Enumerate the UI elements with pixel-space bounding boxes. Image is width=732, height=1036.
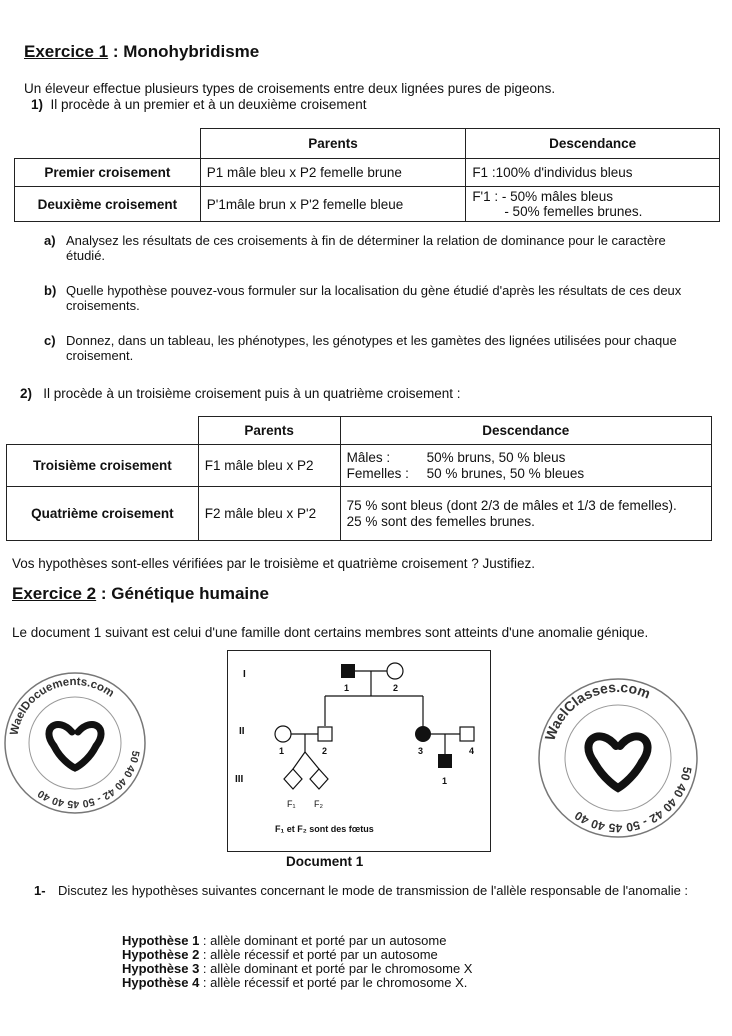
question-a-label: a) [44,233,56,248]
stamp-right-phone: 50 40 40 42 - 50 45 40 40 [572,765,695,836]
stamp-right-inner-ring [565,705,671,811]
generation-label-III: III [235,774,244,785]
table2-row2-parents: F2 mâle bleu x P'2 [198,487,340,541]
table1-row2-parents: P'1mâle brun x P'2 femelle bleue [200,187,466,222]
table1-row2-desc-line2: - 50% femelles brunes. [504,204,643,219]
exercise1-question2 [20,386,700,401]
question-c [44,333,714,363]
hypothesis-4 [122,976,472,990]
stamp-left-site: WaelDocuements.com [8,675,117,737]
pedigree-label-F2: F₂ [314,799,323,809]
exercise1-intro: Un éleveur effectue plusieurs types de croisements entre deux lignées pures de pigeons. [24,81,556,96]
hypothesis-1 [122,934,472,948]
males-label: Mâles : [346,449,391,465]
stamp-right [536,676,700,840]
stamp-left-logo-icon [49,725,101,768]
pedigree-III1-affected-male [438,754,452,768]
table2-row1-parents: F1 mâle bleu x P2 [198,445,340,487]
hypothesis-3 [122,962,472,976]
table2-row2-line1: 75 % sont bleus (dont 2/3 de mâles et 1/3 de femelles). [346,497,677,513]
question1-text: Il procède à un premier et à un deuxième croisement [50,97,367,112]
hypothesis-2 [122,948,472,962]
hypothesis-1-text: : allèle dominant et porté par un autosome [199,933,447,948]
table1-row2-descendance [466,187,720,222]
hypothesis-3-text: : allèle dominant et porté par le chromosome X [199,961,473,976]
exercise2-q1-text: Discutez les hypothèses suivantes concernant le mode de transmission de l'allèle responsable de l'anomalie : [58,883,689,898]
generation-label-II: II [239,726,245,737]
table2-row1-descendance [340,445,711,487]
hypothesis-2-text: : allèle récessif et porté par un autosome [199,947,438,962]
stamp-right-logo-icon [588,736,647,788]
pedigree-num-II2: 2 [322,746,328,756]
table1-header-parents: Parents [200,129,466,159]
hypothesis-4-label: Hypothèse 4 [122,975,200,990]
table1-header-descendance: Descendance [466,129,720,159]
pedigree-II2-male [318,727,332,741]
table1-row2-name: Deuxième croisement [15,187,201,222]
exercise2-question1 [34,883,714,898]
exercise2-subject: : Génétique humaine [96,584,269,603]
pedigree-document [227,650,491,852]
hypothesis-3-label: Hypothèse 3 [122,961,200,976]
pedigree-num-II1: 1 [279,746,285,756]
table2-row2-descendance [340,487,711,541]
exercise1-number: Exercice 1 [24,42,109,61]
table1-row1-name: Premier croisement [15,159,201,187]
question-b-text: Quelle hypothèse pouvez-vous formuler sur la localisation du gène étudié d'après les résultats de ces deux croisements. [66,283,682,313]
table2-row1-males [347,450,705,466]
table2-row2-name: Quatrième croisement [7,487,199,541]
pedigree-frame [228,651,491,852]
hypothesis-1-label: Hypothèse 1 [122,933,200,948]
stamp-left [2,670,148,816]
hypothesis-4-text: : allèle récessif et porté par le chromosome X. [199,975,468,990]
crossing-table-1 [14,128,720,222]
pedigree-num-III1: 1 [442,776,448,786]
stamp-left-phone: 50 40 40 42 - 50 45 40 40 [35,749,142,811]
exercise1-subject: : Monohybridisme [108,42,260,61]
question1-label: 1) [31,97,44,112]
pedigree-II3-affected-female [415,726,431,742]
exercise2-q1-label: 1- [34,883,46,898]
pedigree-note: F₁ et F₂ sont des fœtus [275,824,374,834]
question-a-text: Analysez les résultats de ces croisements à fin de déterminer la relation de dominance pour le caractère étudié. [66,233,666,263]
pedigree-num-II4: 4 [469,746,475,756]
stamp-left-inner-ring [29,697,121,789]
stamp-right-site: WaelClasses.com [541,678,653,743]
pedigree-num-I2: 2 [393,683,399,693]
exercise2-number: Exercice 2 [12,584,97,603]
table1-corner [15,129,201,159]
pedigree-I1-affected-male [341,664,355,678]
females-value: 50 % brunes, 50 % bleues [426,465,585,481]
question2-text: Il procède à un troisième croisement puis à un quatrième croisement : [43,386,461,401]
table2-row2-line2: 25 % sont des femelles brunes. [346,513,535,529]
exercise1-conclusion: Vos hypothèses sont-elles vérifiées par le troisième et quatrième croisement ? Justifiez. [12,556,535,571]
females-label: Femelles : [346,465,409,481]
pedigree-num-I1: 1 [344,683,350,693]
exercise2-intro: Le document 1 suivant est celui d'une famille dont certains membres sont atteints d'une anomalie génique. [12,625,649,640]
table2-corner [7,417,199,445]
table1-row1-descendance: F1 :100% d'individus bleus [466,159,720,187]
document-caption: Document 1 [286,854,364,869]
crossing-table-2 [6,416,712,541]
question-b [44,283,704,313]
question2-label: 2) [20,386,33,401]
exercise2-title [12,584,269,604]
table2-header-descendance: Descendance [340,417,711,445]
table1-row1-parents: P1 mâle bleu x P2 femelle brune [200,159,466,187]
question-c-text: Donnez, dans un tableau, les phénotypes, les génotypes et les gamètes des lignées utilisées pour chaque croisement. [66,333,677,363]
hypotheses-list [122,934,472,990]
generation-label-I: I [243,669,246,680]
table2-row1-females [347,466,705,482]
table2-row1-name: Troisième croisement [7,445,199,487]
question-c-label: c) [44,333,56,348]
question-b-label: b) [44,283,57,298]
pedigree-num-II3: 3 [418,746,424,756]
table1-row2-desc-line1: F'1 : - 50% mâles bleus [472,189,613,204]
hypothesis-2-label: Hypothèse 2 [122,947,200,962]
pedigree-II4-male [460,727,474,741]
exercise1-question1 [31,97,711,112]
pedigree-I2-female [387,663,403,679]
exercise1-title [24,42,259,62]
pedigree-II1-female [275,726,291,742]
males-value: 50% bruns, 50 % bleus [426,449,566,465]
pedigree-label-F1: F₁ [287,799,296,809]
table2-header-parents: Parents [198,417,340,445]
stamp-left-outer-ring [5,673,145,813]
question-a [44,233,704,263]
